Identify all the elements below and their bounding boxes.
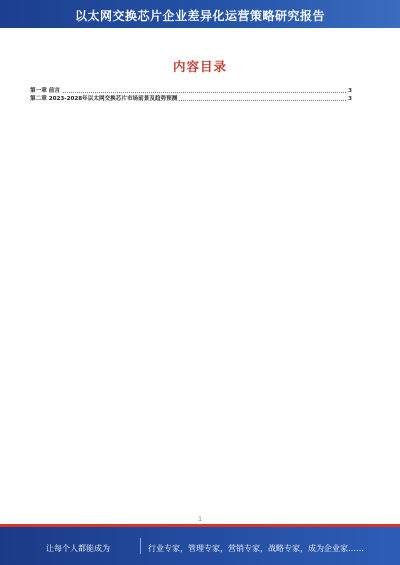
page-number: 1 <box>198 516 202 523</box>
toc-heading: 内容目录 <box>172 59 227 74</box>
toc-entry[interactable] <box>30 95 352 103</box>
header-banner <box>0 0 400 28</box>
footer-slogan: 让每个人都能成为 <box>46 544 110 553</box>
toc-entry-title: 第二章 2023-2028年以太网交换芯片市场前景及趋势预测 <box>30 96 178 103</box>
footer-accent-stripe <box>0 524 400 527</box>
toc-entry[interactable] <box>30 87 352 95</box>
footer-divider <box>140 538 141 554</box>
toc-entry-page: 3 <box>348 96 352 103</box>
toc-entry-title: 第一章 前言 <box>30 88 60 94</box>
footer-tagline: 行业专家，管理专家，营销专家，战略专家，成为企业家…… <box>148 544 364 553</box>
report-title: 以太网交换芯片企业差异化运营策略研究报告 <box>74 9 325 23</box>
table-of-contents <box>30 87 352 103</box>
toc-entry-page: 3 <box>348 88 352 94</box>
